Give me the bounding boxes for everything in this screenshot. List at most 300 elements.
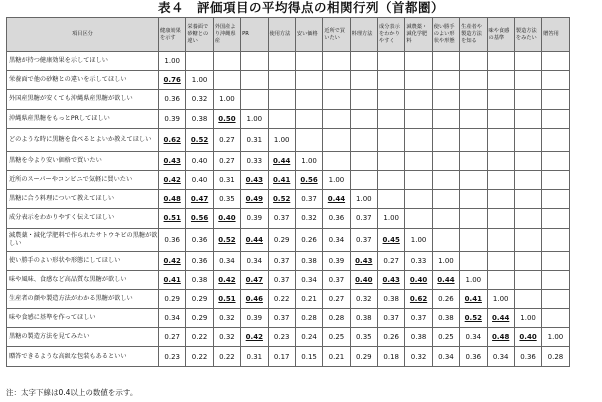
table-cell [213, 328, 240, 347]
column-header: 安い価格 [295, 18, 322, 52]
cell-value: 0.41 [464, 294, 482, 303]
table-cell [268, 228, 295, 251]
table-cell [350, 347, 377, 366]
table-cell [186, 347, 213, 366]
table-cell [323, 289, 350, 308]
row-label: 近所のスーパーやコンビニで気軽に買いたい [7, 170, 159, 189]
table-cell [405, 109, 432, 128]
table-cell [350, 90, 377, 109]
cell-value: 0.37 [356, 235, 372, 244]
cell-value: 0.35 [219, 195, 235, 204]
table-cell [405, 128, 432, 151]
table-cell [542, 128, 569, 151]
table-cell [350, 190, 377, 209]
row-label: 使い勝手のよい形状や形態にしてほしい [7, 251, 159, 270]
cell-value: 0.27 [383, 256, 399, 265]
table-cell [268, 52, 295, 71]
table-cell [213, 190, 240, 209]
table-cell [487, 328, 514, 347]
cell-value: 0.45 [382, 235, 400, 244]
table-cell [542, 170, 569, 189]
table-cell [323, 128, 350, 151]
cell-value: 0.39 [164, 114, 180, 123]
row-label: 味や風味、食感など高品質な黒糖が欲しい [7, 270, 159, 289]
cell-value: 1.00 [410, 235, 427, 244]
table-cell [186, 251, 213, 270]
table-cell [514, 109, 541, 128]
table-cell [350, 328, 377, 347]
table-cell [350, 209, 377, 228]
table-cell [460, 270, 487, 289]
table-cell [378, 109, 405, 128]
cell-value: 0.40 [409, 275, 428, 284]
table-cell [241, 251, 268, 270]
cell-value: 0.29 [191, 314, 208, 323]
correlation-matrix-table [6, 17, 597, 367]
column-header: 近所で買いたい [323, 18, 350, 52]
table-cell [514, 190, 541, 209]
table-cell [405, 228, 432, 251]
cell-value: 0.38 [301, 256, 317, 265]
cell-value: 0.39 [328, 256, 345, 265]
cell-value: 0.52 [464, 314, 482, 323]
cell-value: 0.33 [246, 156, 263, 165]
cell-value: 0.43 [245, 176, 263, 185]
table-cell [542, 52, 569, 71]
table-cell [378, 151, 405, 170]
table-cell [460, 289, 487, 308]
table-row [7, 190, 597, 209]
table-cell [268, 71, 295, 90]
cell-value: 0.40 [355, 275, 373, 284]
table-row [7, 289, 597, 308]
cell-value: 0.25 [438, 333, 454, 342]
cell-value: 1.00 [520, 314, 536, 323]
table-cell [241, 209, 268, 228]
table-cell [542, 209, 569, 228]
table-cell [213, 347, 240, 366]
cell-value: 0.34 [246, 256, 263, 265]
table-row [7, 151, 597, 170]
table-cell [241, 90, 268, 109]
table-cell [159, 289, 186, 308]
table-cell [432, 228, 459, 251]
table-cell [323, 328, 350, 347]
table-cell [460, 309, 487, 328]
table-cell [159, 151, 186, 170]
table-cell [295, 309, 322, 328]
cell-value: 0.27 [328, 294, 345, 303]
table-cell [514, 270, 541, 289]
table-cell [487, 151, 514, 170]
table-cell [542, 270, 569, 289]
table-cell [514, 170, 541, 189]
cell-value: 0.36 [520, 352, 536, 361]
cell-value: 0.62 [409, 294, 428, 303]
column-header: 減農薬・減化学肥料 [405, 18, 432, 52]
table-row [7, 209, 597, 228]
table-cell [542, 328, 569, 347]
table-cell [378, 190, 405, 209]
cell-value: 0.26 [301, 235, 317, 244]
table-row [7, 347, 597, 366]
table-cell [159, 228, 186, 251]
table-cell [159, 209, 186, 228]
table-cell [487, 309, 514, 328]
table-row [7, 90, 597, 109]
table-cell [514, 228, 541, 251]
table-cell [514, 209, 541, 228]
cell-value: 0.37 [328, 275, 345, 284]
cell-value: 0.49 [245, 195, 263, 204]
cell-value: 0.37 [273, 275, 290, 284]
header-row [7, 18, 597, 52]
table-cell [268, 109, 295, 128]
cell-value: 0.36 [328, 214, 345, 223]
table-cell [460, 128, 487, 151]
table-cell [159, 109, 186, 128]
table-cell [378, 328, 405, 347]
cell-value: 0.32 [219, 333, 235, 342]
table-cell [487, 289, 514, 308]
cell-value: 0.47 [245, 275, 263, 284]
row-label: 黒糖に合う料理について教えてほしい [7, 190, 159, 209]
cell-value: 0.33 [410, 256, 427, 265]
cell-value: 0.37 [410, 314, 427, 323]
table-cell [378, 270, 405, 289]
table-cell [487, 109, 514, 128]
row-label: 栄養面で他の砂糖との違いを示してほしい [7, 71, 159, 90]
table-row [7, 270, 597, 289]
cell-value: 0.27 [164, 333, 180, 342]
table-cell [323, 270, 350, 289]
cell-value: 0.51 [163, 214, 181, 223]
cell-value: 0.27 [219, 135, 235, 144]
table-cell [241, 309, 268, 328]
table-cell [514, 90, 541, 109]
table-cell [159, 309, 186, 328]
table-cell [159, 71, 186, 90]
table-cell [542, 251, 569, 270]
table-cell [542, 151, 569, 170]
cell-value: 0.36 [164, 95, 180, 104]
table-cell [295, 71, 322, 90]
table-cell [514, 151, 541, 170]
table-cell [323, 309, 350, 328]
table-cell [241, 347, 268, 366]
table-cell [542, 190, 569, 209]
table-cell [432, 151, 459, 170]
cell-value: 0.42 [218, 275, 236, 284]
cell-value: 0.46 [245, 294, 263, 303]
cell-value: 0.52 [273, 195, 291, 204]
table-cell [432, 289, 459, 308]
table-cell [405, 170, 432, 189]
table-cell [542, 109, 569, 128]
table-cell [268, 309, 295, 328]
table-cell [350, 52, 377, 71]
cell-value: 0.32 [219, 314, 235, 323]
column-header: 使用方法 [268, 18, 295, 52]
table-cell [213, 309, 240, 328]
cell-value: 0.22 [191, 352, 208, 361]
table-cell [186, 52, 213, 71]
table-row [7, 71, 597, 90]
table-cell [186, 170, 213, 189]
table-cell [460, 209, 487, 228]
table-cell [378, 309, 405, 328]
cell-value: 0.44 [327, 195, 346, 204]
table-cell [186, 209, 213, 228]
table-cell [241, 190, 268, 209]
cell-value: 0.62 [163, 135, 181, 144]
row-label: 味や食感に基準を作ってほしい [7, 309, 159, 328]
cell-value: 0.37 [356, 214, 372, 223]
table-row [7, 170, 597, 189]
table-cell [186, 228, 213, 251]
table-cell [514, 52, 541, 71]
table-cell [186, 90, 213, 109]
table-cell [213, 228, 240, 251]
table-cell [487, 270, 514, 289]
table-cell [487, 190, 514, 209]
column-header: 成分表示をわかりやすく [378, 18, 405, 52]
table-cell [378, 209, 405, 228]
table-cell [378, 90, 405, 109]
table-cell [186, 128, 213, 151]
table-cell [432, 52, 459, 71]
row-label: 黒糖の製造方法を見てみたい [7, 328, 159, 347]
table-cell [378, 289, 405, 308]
cell-value: 0.52 [190, 135, 209, 144]
row-label: 生産者の顔や製造方法がわかる黒糖が欲しい [7, 289, 159, 308]
cell-value: 0.38 [356, 314, 372, 323]
cell-value: 0.34 [301, 275, 317, 284]
cell-value: 0.40 [519, 333, 537, 342]
table-cell [295, 151, 322, 170]
column-header: 外国産より沖縄県産 [213, 18, 240, 52]
cell-value: 1.00 [438, 256, 454, 265]
table-cell [241, 109, 268, 128]
cell-value: 0.51 [218, 294, 236, 303]
cell-value: 0.42 [163, 176, 181, 185]
table-cell [268, 190, 295, 209]
cell-value: 0.22 [191, 333, 208, 342]
table-cell [432, 347, 459, 366]
table-cell [405, 347, 432, 366]
cell-value: 0.29 [273, 235, 290, 244]
table-row [7, 251, 597, 270]
table-cell [295, 190, 322, 209]
table-cell [186, 309, 213, 328]
table-cell [241, 52, 268, 71]
table-cell [542, 228, 569, 251]
column-header: 健康効果を示す [159, 18, 186, 52]
cell-value: 0.29 [191, 294, 208, 303]
table-cell [295, 209, 322, 228]
table-cell [405, 151, 432, 170]
cell-value: 0.25 [328, 333, 345, 342]
table-cell [378, 228, 405, 251]
cell-value: 0.38 [383, 294, 399, 303]
table-cell [295, 90, 322, 109]
table-cell [542, 309, 569, 328]
table-cell [514, 71, 541, 90]
table-cell [460, 109, 487, 128]
cell-value: 0.37 [273, 256, 290, 265]
row-label: 減農薬・減化学肥料で作られたサトウキビの黒糖が欲しい [7, 228, 159, 251]
table-cell [295, 170, 322, 189]
column-header: 生産者や製造方法を知る [460, 18, 487, 52]
table-cell [432, 270, 459, 289]
table-cell [159, 251, 186, 270]
table-cell [186, 328, 213, 347]
table-cell [432, 309, 459, 328]
cell-value: 0.22 [219, 352, 235, 361]
table-cell [323, 71, 350, 90]
cell-value: 0.28 [301, 314, 317, 323]
table-cell [350, 170, 377, 189]
table-cell [350, 151, 377, 170]
cell-value: 0.37 [301, 195, 317, 204]
column-header: 製造方法をみたい [514, 18, 541, 52]
table-cell [268, 328, 295, 347]
table-cell [159, 328, 186, 347]
table-cell [405, 328, 432, 347]
cell-value: 0.38 [191, 114, 208, 123]
cell-value: 0.40 [218, 214, 236, 223]
table-cell [460, 228, 487, 251]
cell-value: 1.00 [547, 333, 564, 342]
table-cell [460, 90, 487, 109]
table-cell [487, 170, 514, 189]
cell-value: 0.44 [273, 156, 291, 165]
cell-value: 0.32 [410, 352, 427, 361]
table-cell [323, 190, 350, 209]
table-cell [542, 71, 569, 90]
cell-value: 0.34 [219, 256, 235, 265]
table-cell [542, 90, 569, 109]
table-cell [241, 228, 268, 251]
table-cell [241, 289, 268, 308]
table-cell [323, 151, 350, 170]
cell-value: 0.28 [328, 314, 345, 323]
table-cell [514, 328, 541, 347]
cell-value: 0.48 [492, 333, 510, 342]
table-cell [241, 151, 268, 170]
cell-value: 0.36 [191, 256, 208, 265]
cell-value: 0.22 [273, 294, 290, 303]
table-cell [268, 151, 295, 170]
table-cell [487, 228, 514, 251]
table-cell [405, 251, 432, 270]
table-cell [460, 71, 487, 90]
column-header: 贈答用 [542, 18, 569, 52]
cell-value: 1.00 [465, 275, 482, 284]
header-corner: 項目区分 [7, 18, 159, 52]
table-cell [323, 90, 350, 109]
cell-value: 1.00 [383, 214, 399, 223]
cell-value: 1.00 [328, 176, 345, 185]
cell-value: 1.00 [164, 57, 180, 66]
table-cell [159, 52, 186, 71]
table-cell [241, 128, 268, 151]
cell-value: 0.24 [301, 333, 317, 342]
table-cell [295, 251, 322, 270]
table-cell [268, 170, 295, 189]
table-cell [213, 251, 240, 270]
table-cell [159, 190, 186, 209]
table-cell [350, 270, 377, 289]
cell-value: 0.43 [355, 256, 373, 265]
table-row [7, 309, 597, 328]
cell-value: 1.00 [273, 135, 290, 144]
cell-value: 0.56 [300, 176, 318, 185]
table-cell [268, 209, 295, 228]
table-cell [323, 52, 350, 71]
table-cell [268, 289, 295, 308]
table-cell [241, 71, 268, 90]
table-cell [460, 170, 487, 189]
table-cell [542, 347, 569, 366]
table-cell [432, 190, 459, 209]
table-cell [159, 347, 186, 366]
table-cell [487, 52, 514, 71]
table-cell [295, 128, 322, 151]
cell-value: 0.34 [328, 235, 345, 244]
table-cell [268, 128, 295, 151]
table-cell [460, 190, 487, 209]
cell-value: 0.29 [356, 352, 372, 361]
cell-value: 0.31 [246, 352, 263, 361]
row-label: 外国産黒糖が安くても沖縄県産黒糖が欲しい [7, 90, 159, 109]
table-cell [378, 347, 405, 366]
cell-value: 0.29 [164, 294, 180, 303]
table-cell [323, 209, 350, 228]
table-cell [213, 270, 240, 289]
table-cell [213, 128, 240, 151]
table-cell [487, 71, 514, 90]
table-cell [350, 109, 377, 128]
cell-value: 0.23 [164, 352, 180, 361]
cell-value: 0.36 [465, 352, 482, 361]
cell-value: 0.42 [245, 333, 263, 342]
cell-value: 0.36 [164, 235, 180, 244]
cell-value: 1.00 [492, 294, 509, 303]
table-cell [268, 270, 295, 289]
cell-value: 0.35 [356, 333, 372, 342]
cell-value: 1.00 [191, 76, 208, 85]
cell-value: 0.26 [383, 333, 399, 342]
cell-value: 0.39 [246, 214, 263, 223]
table-row [7, 52, 597, 71]
table-cell [159, 170, 186, 189]
cell-value: 0.37 [383, 314, 399, 323]
table-cell [405, 209, 432, 228]
table-cell [378, 251, 405, 270]
column-header: 栄養面で砂糖との違い [186, 18, 213, 52]
table-cell [487, 90, 514, 109]
cell-value: 0.32 [191, 95, 208, 104]
table-cell [460, 251, 487, 270]
table-cell [432, 170, 459, 189]
cell-value: 0.44 [492, 314, 510, 323]
cell-value: 0.44 [245, 235, 263, 244]
cell-value: 0.41 [163, 275, 181, 284]
table-cell [268, 251, 295, 270]
table-cell [295, 289, 322, 308]
cell-value: 0.52 [218, 235, 236, 244]
